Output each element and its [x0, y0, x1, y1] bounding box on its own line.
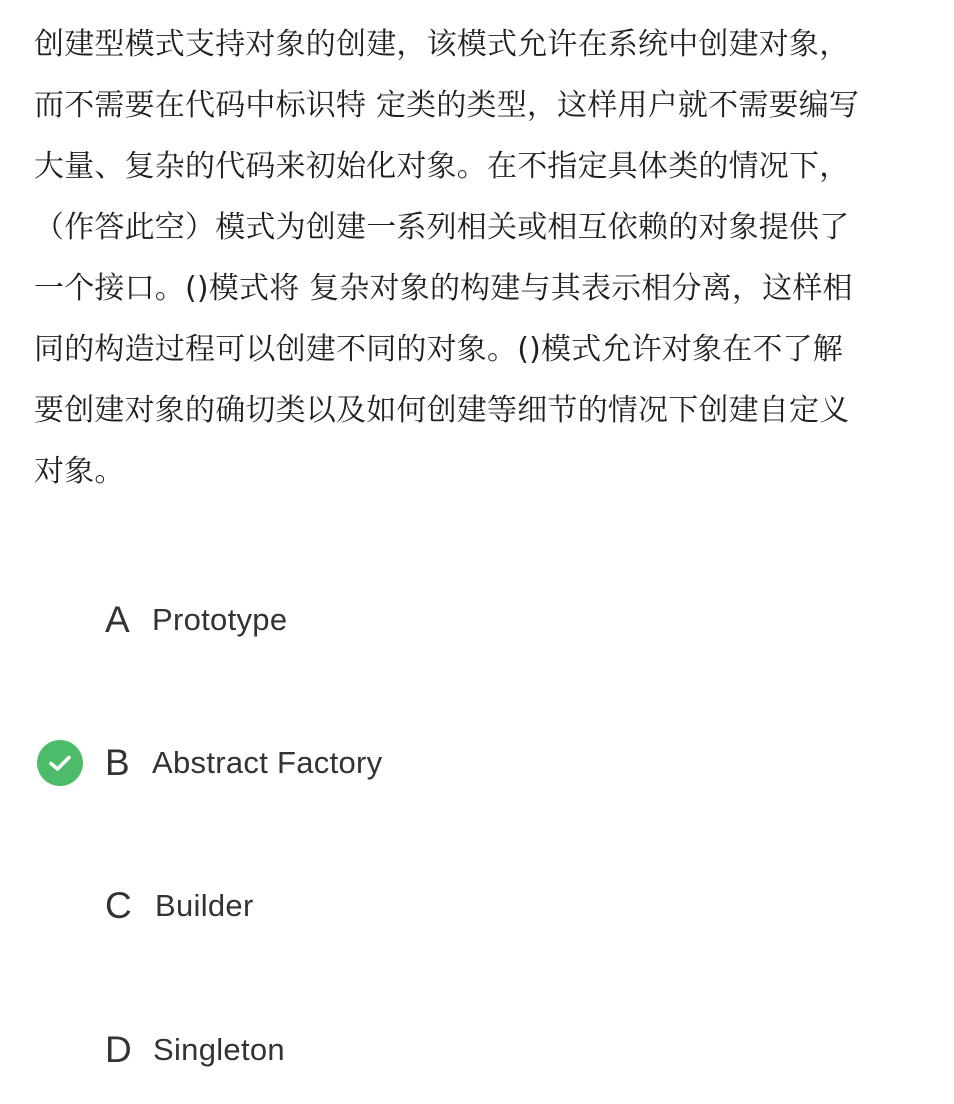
question-line: 对象。	[34, 454, 125, 489]
option-letter: A	[105, 599, 130, 640]
question-line: 同的构造过程可以创建不同的对象。()模式允许对象在不了解	[34, 332, 844, 367]
question-line: 而不需要在代码中标识特 定类的类型，这样用户就不需要编写	[34, 88, 860, 123]
question-line: 要创建对象的确切类以及如何创建等细节的情况下创建自定义	[34, 393, 850, 428]
option-letter: D	[105, 1029, 132, 1070]
option-letter: B	[105, 742, 130, 783]
option-d[interactable]	[0, 1015, 954, 1085]
option-label: Abstract Factory	[152, 745, 383, 780]
question-line: 创建型模式支持对象的创建，该模式允许在系统中创建对象，	[34, 27, 850, 62]
question-line: （作答此空）模式为创建一系列相关或相互依赖的对象提供了	[34, 210, 850, 245]
checkmark-circle-icon	[37, 740, 83, 786]
option-label: Singleton	[153, 1032, 285, 1067]
checkmark-icon	[48, 754, 72, 772]
option-c[interactable]	[0, 871, 954, 941]
correct-mark	[37, 740, 83, 786]
option-b[interactable]	[0, 728, 954, 798]
option-a[interactable]	[0, 585, 954, 655]
question-text	[34, 14, 924, 502]
option-letter: C	[105, 885, 132, 926]
question-line: 大量、复杂的代码来初始化对象。在不指定具体类的情况下，	[34, 149, 850, 184]
option-label: Builder	[155, 888, 254, 923]
question-line: 一个接口。()模式将 复杂对象的构建与其表示相分离，这样相	[34, 271, 853, 306]
option-label: Prototype	[152, 602, 288, 637]
